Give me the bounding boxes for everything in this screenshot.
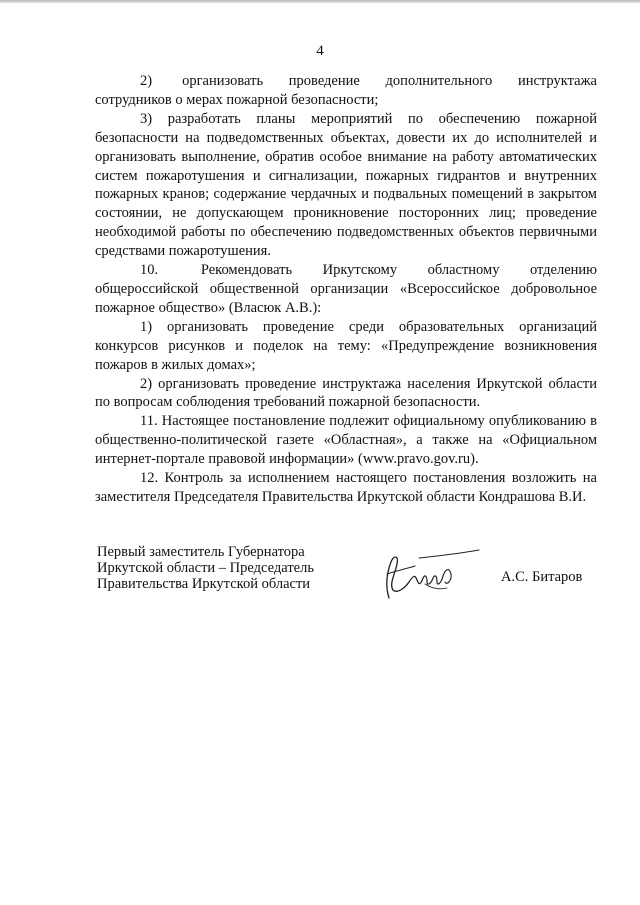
paragraph-11-publication: 11. Настоящее постановление подлежит официальному опубликованию в общественно-политической газете «Областная», а также на «Официальном интернет-портале правовой информации» (www.pravo.gov.ru). — [95, 413, 597, 468]
paragraph-subitem-2-briefing: 2) организовать проведение инструктажа населения Иркутской области по вопросам соблюдения требований пожарной безопасности. — [95, 375, 597, 411]
scan-top-edge — [0, 0, 640, 3]
signer-position-line: Первый заместитель Губернатора — [97, 544, 305, 560]
paragraph-10-recommendation: 10. Рекомендовать Иркутскому областному отделению общероссийской общественной организации «Всероссийское добровольное пожарное общество» (Власюк А.В.): — [95, 262, 597, 316]
document-body — [95, 72, 597, 507]
signature-block — [97, 544, 597, 614]
signer-position-line: Правительства Иркутской области — [97, 576, 311, 592]
handwritten-signature — [375, 544, 485, 602]
signer-position-line: Иркутской области – Председатель — [97, 560, 314, 576]
paragraph-subitem-1-contest: 1) организовать проведение среди образовательных организаций конкурсов рисунков и поделок на тему: «Предупреждение возникновения пожаров в жилых домах»; — [95, 318, 597, 373]
paragraph-12-control: 12. Контроль за исполнением настоящего постановления возложить на заместителя Председателя Правительства Иркутской области Кондрашова В.И. — [95, 470, 597, 505]
paragraph-item-2-instruction: 2) организовать проведение дополнительного инструктажа сотрудников о мерах пожарной безопасности; — [95, 73, 597, 108]
signer-position — [97, 544, 314, 592]
paragraph-item-3-fire-safety-plans: 3) разработать планы мероприятий по обеспечению пожарной безопасности на подведомственных объектах, довести их до исполнителей и организовать выполнение, обратив особое внимание на работу автоматических систем пожаротушения и сигнализации, пожарных гидрантов и внутренних пожарных кранов; содержание чердачных и подвальных помещений в закрытом состоянии, не допускающем проникновение посторонних лиц; проведение необходимой работы по обеспечению подведомственных объектов первичными средствами пожаротушения. — [95, 110, 597, 260]
page-number: 4 — [316, 43, 324, 59]
signer-name: А.С. Битаров — [501, 569, 583, 585]
